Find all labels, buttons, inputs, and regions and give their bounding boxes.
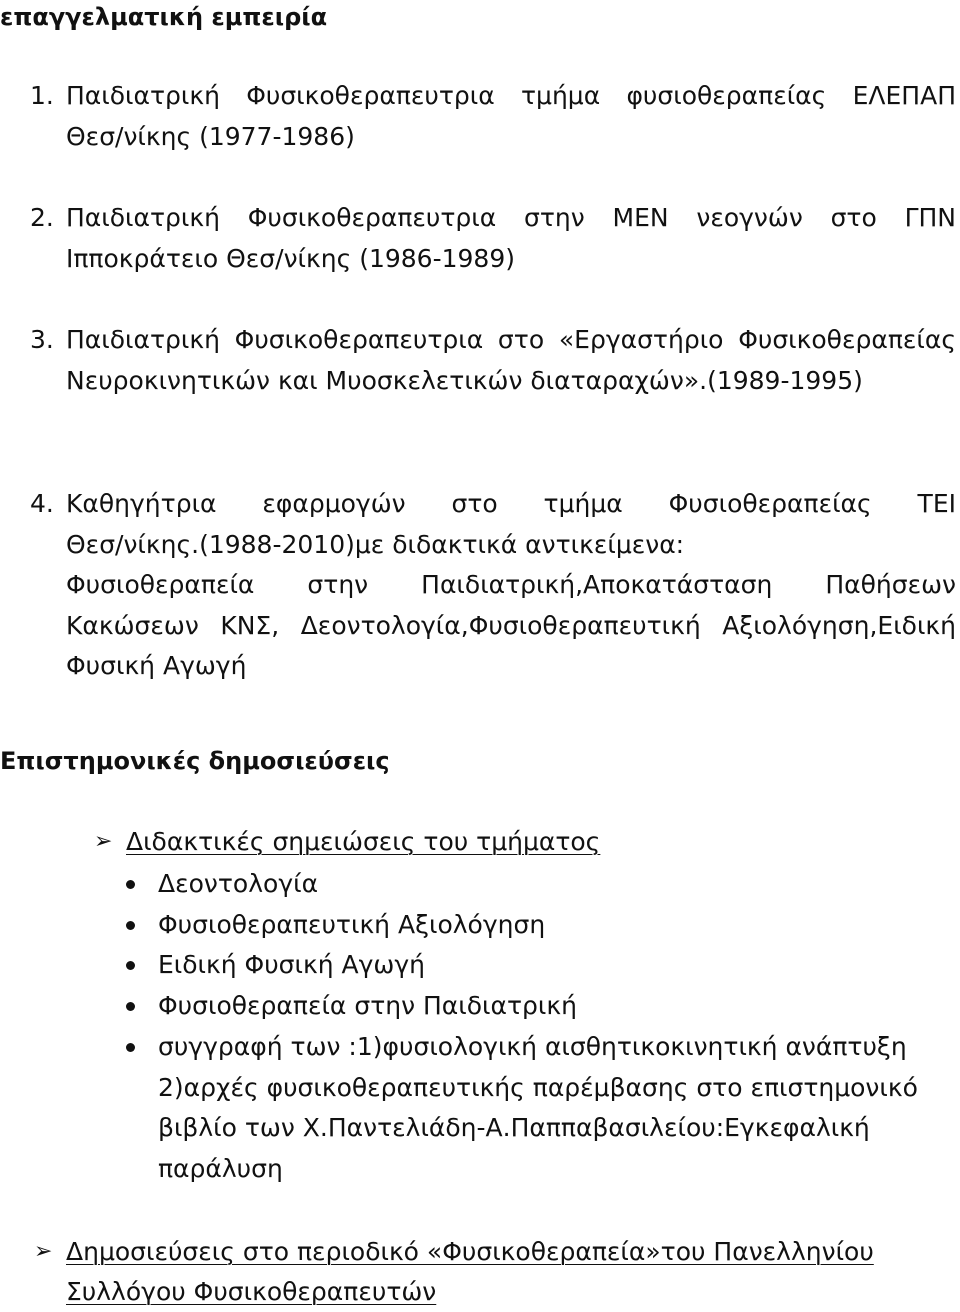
item-text-line: Παιδιατρική Φυσικοθεραπευτρια τμήμα φυσιοθεραπείας ΕΛΕΠΑΠ	[66, 81, 956, 110]
list-item	[126, 986, 956, 1027]
journal-publications-section	[34, 1232, 956, 1312]
item-number: 2.	[30, 203, 54, 232]
writing-line: συγγραφή των :1)φυσιολογική αισθητικοκινητική ανάπτυξη	[158, 1031, 907, 1061]
item-text-line: Ιπποκράτειο Θεσ/νίκης (1986-1989)	[66, 243, 515, 273]
bullet-icon	[126, 961, 135, 970]
item-text-line: Κακώσεων ΚΝΣ, Δεοντολογία,Φυσιοθεραπευτική Αξιολόγηση,Ειδική	[66, 610, 956, 640]
list-item-text: Δεοντολογία	[158, 869, 319, 898]
list-item-text: Φυσιοθεραπευτική Αξιολόγηση	[158, 909, 546, 939]
experience-item-1	[30, 76, 956, 157]
arrow-bullet-icon: ➢	[34, 1239, 53, 1264]
list-item	[126, 1027, 956, 1190]
arrow-bullet-icon: ➢	[94, 829, 113, 854]
item-number: 1.	[30, 81, 54, 110]
bullet-icon	[126, 1043, 135, 1052]
journal-publications-line: Δημοσιεύσεις στο περιοδικό «Φυσικοθεραπεία»του Πανελληνίου	[66, 1237, 874, 1266]
bullet-icon	[126, 921, 135, 930]
item-text-line: Παιδιατρική Φυσικοθεραπευτρια στην ΜΕΝ νεογνών στο ΓΠΝ	[66, 203, 956, 232]
teaching-notes-section	[94, 822, 956, 862]
bullet-icon	[126, 1002, 135, 1011]
item-text-line: Θεσ/νίκης.(1988-2010)με διδακτικά αντικείμενα:	[66, 529, 685, 559]
bullet-icon	[126, 880, 135, 889]
writing-line: παράλυση	[158, 1153, 283, 1183]
item-text-line: Καθηγήτρια εφαρμογών στο τμήμα Φυσιοθεραπείας ΤΕΙ	[66, 489, 956, 518]
list-item	[126, 945, 956, 986]
item-number: 3.	[30, 325, 54, 354]
experience-heading: επαγγελματική εμπειρία	[0, 3, 328, 31]
list-item	[126, 905, 956, 946]
experience-item-3	[30, 320, 956, 401]
experience-item-2	[30, 198, 956, 279]
item-text-line: Θεσ/νίκης (1977-1986)	[66, 121, 355, 151]
publications-heading: Επιστημονικές δημοσιεύσεις	[0, 747, 390, 775]
item-number: 4.	[30, 489, 54, 518]
writing-line: βιβλίο των Χ.Παντελιάδη-Α.Παππαβασιλείου:Εγκεφαλική	[158, 1113, 870, 1143]
list-item-text: Ειδική Φυσική Αγωγή	[158, 950, 425, 980]
experience-item-4	[30, 484, 956, 687]
teaching-notes-title: Διδακτικές σημειώσεις του τμήματος	[126, 827, 601, 856]
writing-line: 2)αρχές φυσικοθεραπευτικής παρέμβασης στο επιστημονικό	[158, 1072, 918, 1102]
item-text-line: Νευροκινητικών και Μυοσκελετικών διαταραχών».(1989-1995)	[66, 365, 863, 395]
item-text-line: Φυσιοθεραπεία στην Παιδιατρική,Αποκατάσταση Παθήσεων	[66, 570, 956, 599]
item-text-line: Παιδιατρική Φυσικοθεραπευτρια στο «Εργαστήριο Φυσικοθεραπείας	[66, 325, 956, 354]
list-item-text: Φυσιοθεραπεία στην Παιδιατρική	[158, 991, 577, 1021]
journal-publications-line: Συλλόγου Φυσικοθεραπευτών	[66, 1277, 437, 1306]
teaching-notes-list	[126, 864, 956, 1190]
item-text-line: Φυσική Αγωγή	[66, 651, 247, 680]
list-item	[126, 864, 956, 905]
